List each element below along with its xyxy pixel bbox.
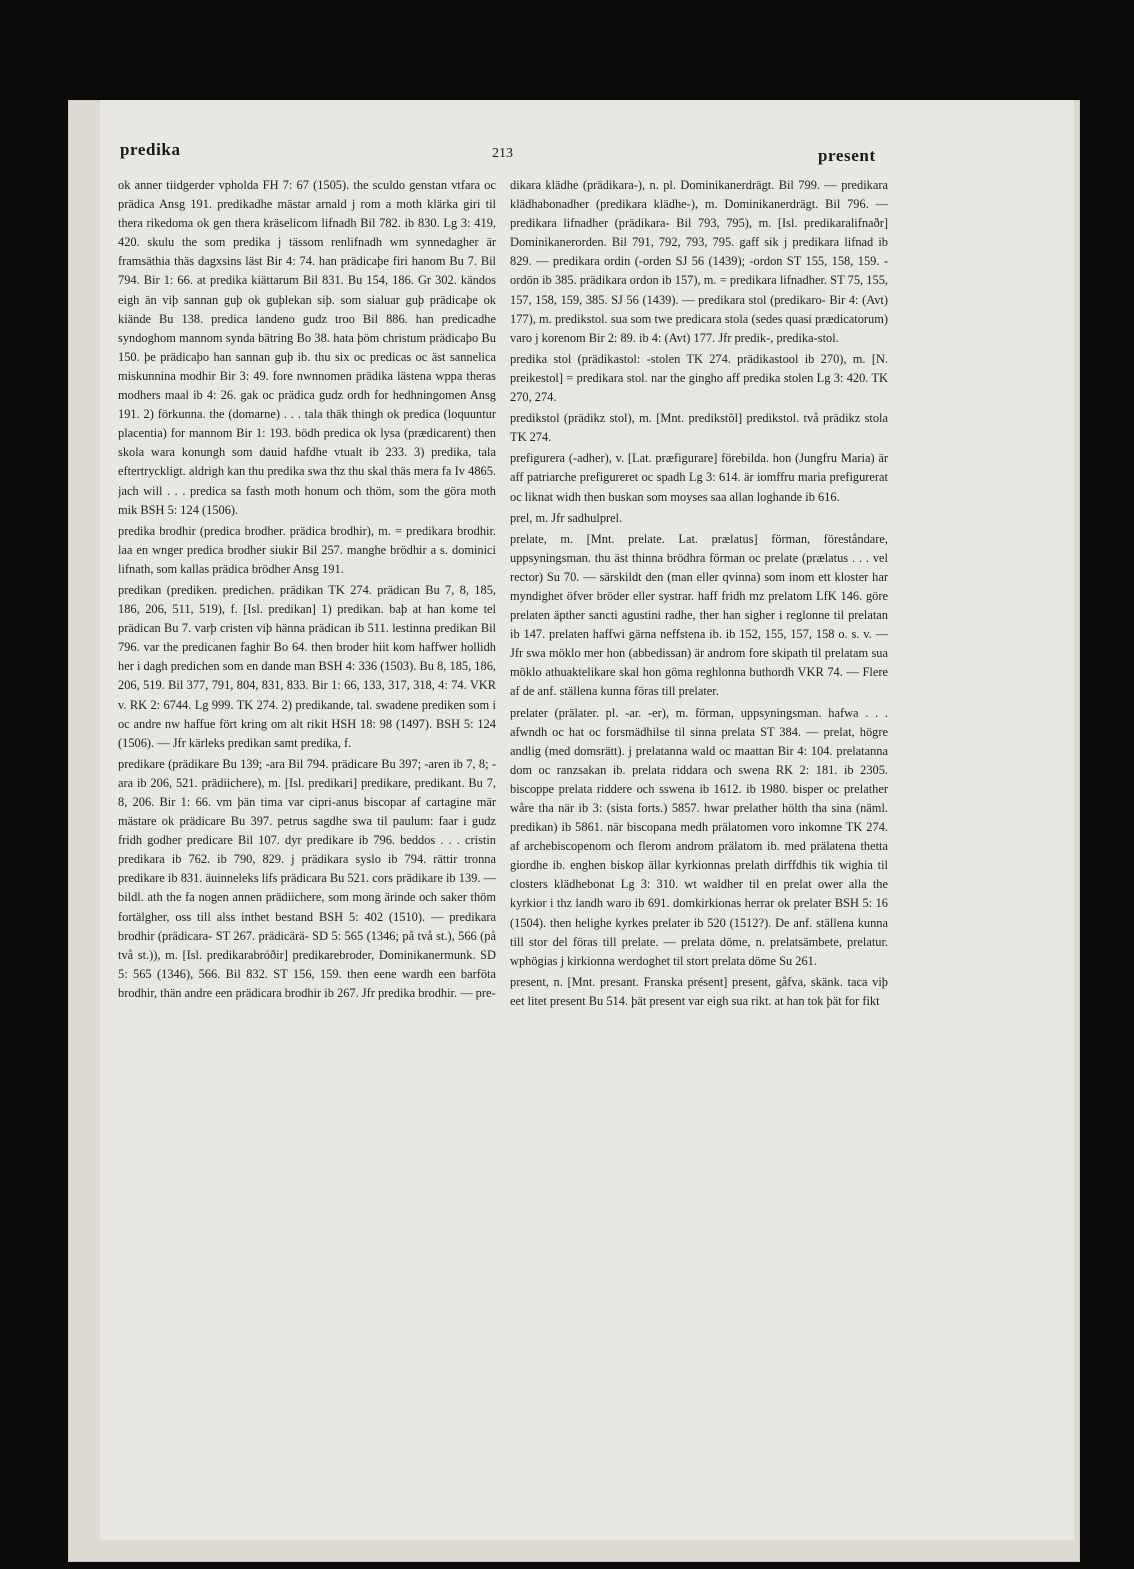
left-column [118, 176, 496, 1391]
entry-paragraph: present, n. [Mnt. presant. Franska présent] present, gåfva, skänk. taca viþ eet litet present Bu 514. þät present var eigh sua rikt. at han tok þät for fikt [510, 974, 888, 1008]
running-header [100, 140, 1074, 168]
entry-paragraph: predikstol (prädikz stol), m. [Mnt. predikstôl] predikstol. två prädikz stola TK 274. [510, 411, 888, 445]
scanned-sheet [68, 100, 1080, 1562]
entry-paragraph: predika stol (prädikastol: -stolen TK 274. prädikastool ib 270), m. [N. preikestol] = predikara stol. nar the gingho aff predika stolen Lg 3: 420. TK 270, 274. [510, 351, 888, 405]
dictionary-page [100, 100, 1074, 1540]
entry-paragraph: prelate, m. [Mnt. prelate. Lat. prælatus] förman, föreståndare, uppsyningsman. thu äst thinna brödhra förman oc prelate (prælatus . . . vel rector) Su 70. — särskildt den (man eller qvinna) som inom ett kloster har myndighet öfver bröder eller systrar. haff fridh mz prelatom LfK 146. göre prelaten äpther sancti agustini radhe, ther han sigher i reglonne til prelatan ib 147. prelaten haffwi gärna neffstena ib. ib 152, 155, 157, 158 o. s. v. — Jfr swa möklo mer hon (abbedissan) är androm fore skipath til prelatam sua möklo athuaktelikare skal hon göma reghlonna buthordh VKR 74. — Flere af de anf. ställena kunna föras till prelater. [510, 531, 888, 699]
entry-paragraph: ok anner tiidgerder vpholda FH 7: 67 (1505). the sculdo genstan vtfara oc prädica Ansg 191. predikadhe mästar arnald j rom a moth klärka giri til thera rikedoma ok gen thera kräselicom lifnadh Bil 782. ib 830. Lg 3: 419, 420. skulu the som predika j tässom renlifnadh wm synnedagher är framsäthia thäs dagxsins läst Bir 4: 74. han prädicaþe firi hanom Bu 7. Bil 794. Bir 1: 66. at predika kiättarum Bil 831. Bu 154, 186. Gr 302. kändos eigh än viþ sannan guþ ok guþlekan siþ. som sialuar guþ prädicaþe ok kiände Bu 138. predica landeno gudz troo Bil 886. han predicadhe syndoghom mannom synda bätring Bo 38. hata þöm christum prädicaþo Bu 150. þe prädicaþo han sannan guþ ib. thu six oc predicas oc äst sannelica miskunnina modhir Bir 3: 49. fore nwnnomen prädika lästena wppa theras modhers maal ib 4: 26. gak oc prädica gudz ordh for hedhningomen Ansg 191. 2) förkunna. the (domarne) . . . tala thäk thingh ok predica (loquuntur placentia) for mannom Bir 1: 193. bödh predica ok lysa (prædicarent) then skola wara konungh som dauid hafdhe vtualt ib 233. 3) predika, tala eftertryckligt. aldrigh kan thu predika swa thz thu skal thäs mera fa Iv 4865. jach will . . . predica sa fasth moth honum och thöm, som the göra moth mik BSH 5: 124 (1506). [118, 178, 496, 517]
entry-paragraph: predikan (prediken. predichen. prädikan TK 274. prädican Bu 7, 8, 185, 186, 206, 511, 519), f. [Isl. predikan] 1) predikan. baþ at han kome tel prädican Bu 7. varþ cristen viþ hänna prädican ib 511. lestinna predikan Bil 796. var the predicanen faghir Bo 64. then broder hiit kom haffwer hollidh her i dagh predichen som en dande man BSH 4: 336 (1503). Bu 8, 185, 186, 206, 519. Bil 377, 791, 804, 831, 833. Bir 1: 66, 133, 317, 318, 4: 74. VKR v. RK 2: 6744. Lg 999. TK 274. 2) predikande, tal. swadene prediken som i oc andre nw haffue fört kring om alt rikit HSH 18: 98 (1497). BSH 5: 124 (1506). — Jfr kärleks predikan samt predika, f. [118, 582, 496, 750]
entry-paragraph: prel, m. Jfr sadhulprel. [510, 510, 623, 525]
right-headword: present [818, 146, 876, 165]
entry-paragraph: prefigurera (-adher), v. [Lat. præfigurare] förebilda. hon (Jungfru Maria) är aff patriarche prefigureret oc spadh Lg 3: 614. är iomffru maria prefigurerat oc liknat widh then buskan som moyses saa allan loghande ib 616. [510, 451, 888, 504]
entry-paragraph: predikare (prädikare Bu 139; -ara Bil 794. prädicare Bu 397; -aren ib 7, 8; -ara ib 206, 521. prädiichere), m. [Isl. predikari] predikare, predikant. Bu 7, 8, 206. Bir 1: 66. vm þän tima var cipri-anus biscopar af cartagine mär mästare ok prädicare Bu 397. petrus sagdhe swa til paulum: faar i gudz fridh godher predicare Bil 107. dyr predikare ib 796. beddos . . . cristin predikara ib 762. ib 790, 829. j prädikara syslo ib 794. rättir tronna predikare ib 831. äuinneleks lifs prädicara Bu 521. cors prädikare ib 139. — bildl. ath the fa nogen annen prädiichere, som mong ärinde och saker thöm fortälgher, oss till alss inthet bestand BSH 5: 402 (1510). — predikara brodhir (prädicara- ST 267. prädicärä- SD 5: 565 (1346; på två st.), 566 (på två st.)), m. [Isl. predikarabróðir] predikarebroder, Dominikanermunk. SD 5: 565 (1346), 566. Bil 832. ST 156, 159. then eene wardh een barföta brodhir, thän andre een prädicara brodhir ib 267. Jfr predika brodhir. — pre- [118, 756, 496, 1000]
right-column [510, 176, 888, 1398]
page-number: 213 [492, 146, 513, 161]
entry-paragraph: dikara klädhe (prädikara-), n. pl. Dominikanerdrägt. Bil 799. — predikara klädhabonadher (predikara klädhe-), m. Dominikanerdrägt. Bil 796. — predikara lifnadher (prädikara- Bil 793, 795), m. [Isl. predikaralifnaðr] Dominikanerorden. Bil 791, 792, 793, 795. gaff sik j predikara lifnad ib 829. — predikara ordin (-orden SJ 56 (1439); -ordon ST 155, 158, 159. -ordōn ib 385. prädikara ordon ib 157), m. = predikara lifnadher. ST 75, 155, 157, 158, 159, 385. SJ 56 (1439). — predikara stol (predikaro- Bir 4: (Avt) 177), m. predikstol. sua som twe predicara stola (sedes quasi prædicatorum) varo j korenom Bir 2: 89. ib 4: (Avt) 177. Jfr predik-, predika-stol. [510, 178, 888, 345]
entry-paragraph: prelater (prälater. pl. -ar. -er), m. förman, uppsyningsman. hafwa . . . afwndh oc hat oc forsmädhilse til sinna prelata ST 384. — prelat, högre andlig (med domsrätt). j prelatanna wald oc maattan Bir 4: 104. prelatanna dom oc ranzsakan ib. prelata riddara och swena RK 2: 181. ib 2305. biscoppe prelata riddere och sswena ib 1612. ib 1980. bisper oc prelather wåre tha när ib 3: (sista forts.) 5857. hwar prelather hölth tha sina (näml. predikan) ib 5861. när biscopana medh prälatomen voro inkomne TK 274. af archebiscopenom och flerom androm prälatom ib. med prälatena thetta giordhe ib. enghen biskop ällar kyrkionnas prelath dirffdhis tik wighia til closters klädhebonat Lg 3: 310. wt waldher til en prelat ower alla the kyrkior i thz landh waro ib 691. domkirkionas herrar ok prelater BSH 5: 16 (1504). then helighe kyrkes prelater ib 520 (1512?). De anf. ställena kunna till stor del föras till prelate. — prelata döme, n. prelatsämbete, prelatur. wphögias j kirkionna werdoghet til stort prelata döme Su 261. [510, 705, 888, 968]
left-headword: predika [120, 140, 181, 159]
entry-paragraph: predika brodhir (predica brodher. prädica brodhir), m. = predikara brodhir. laa en wnger predica brodher siukir Bil 257. manghe brödhir a s. dominici lifnath, som kallas prädica brödher Ansg 191. [118, 523, 496, 576]
